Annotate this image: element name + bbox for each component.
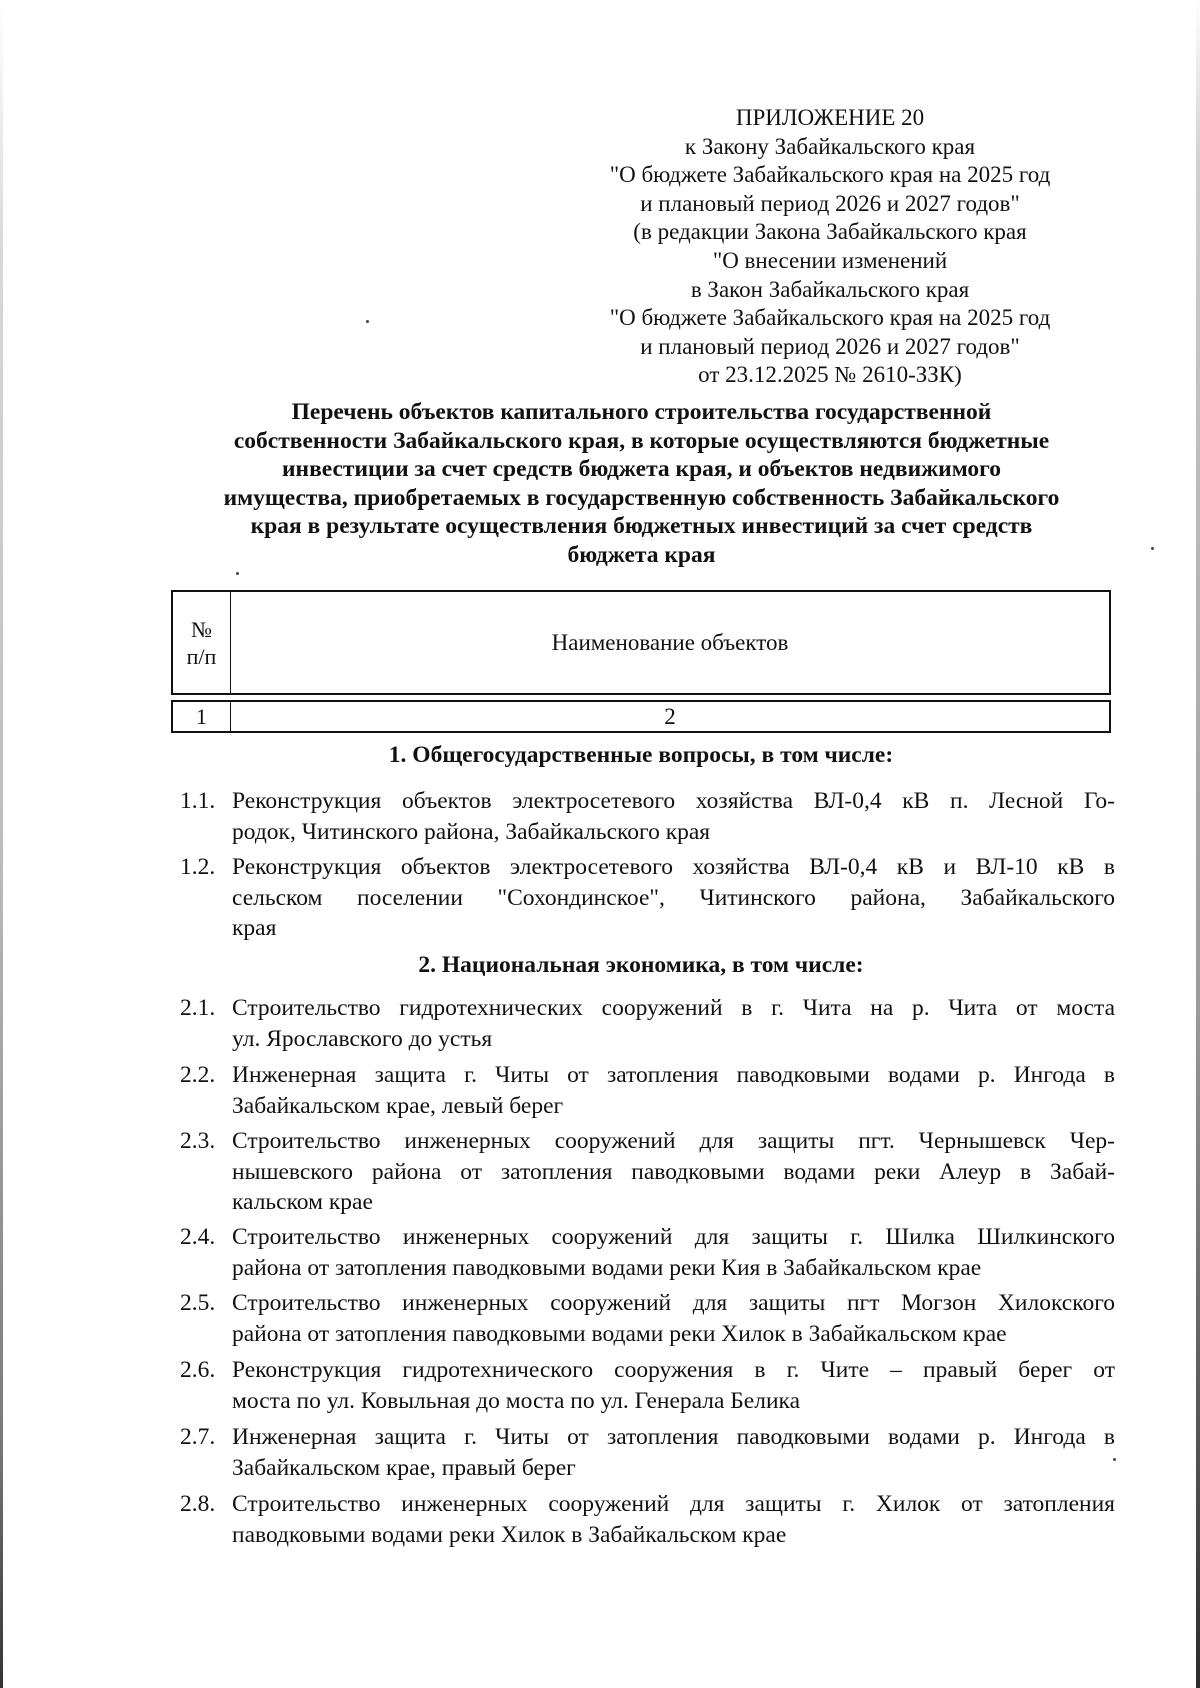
document-title [160, 398, 1123, 570]
scan-speck [1151, 547, 1154, 550]
appendix-line: "О бюджете Забайкальского края на 2025 год [609, 162, 1051, 188]
scan-edge-right [1196, 0, 1200, 1688]
table-column-numbers-row [171, 700, 1111, 733]
item-text-line: кальском крае [232, 1189, 373, 1215]
table-header-row [171, 590, 1111, 695]
item-number: 1.1. [180, 788, 216, 814]
item-number: 2.4. [180, 1224, 216, 1250]
section-title: 2. Национальная экономика, в том числе: [418, 952, 864, 978]
appendix-line: "О бюджете Забайкальского края на 2025 год [609, 305, 1051, 331]
item-text-line: паводковыми водами реки Хилок в Забайкальском крае [232, 1521, 787, 1548]
item-text [232, 1355, 1115, 1416]
number-abbrev: п/п [186, 643, 217, 669]
list-item [180, 1222, 1115, 1283]
scan-edge-left [0, 0, 3, 1688]
number-column-header [173, 592, 231, 693]
objects-table-header [171, 590, 1111, 733]
item-number: 2.7. [180, 1424, 216, 1450]
appendix-line: "О внесении изменений [712, 247, 948, 273]
section-title: 1. Общегосударственные вопросы, в том числе: [388, 742, 894, 768]
item-text [232, 993, 1115, 1054]
item-text [232, 1288, 1115, 1349]
title-line: имущества, приобретаемых в государственную собственность Забайкальского [223, 484, 1060, 511]
item-number: 2.5. [180, 1290, 216, 1316]
item-number: 2.2. [180, 1062, 216, 1088]
item-text-line: района от затопления паводковыми водами реки Хилок в Забайкальском крае [232, 1320, 1007, 1347]
title-line: бюджета края [567, 541, 716, 568]
title-line: Перечень объектов капитального строительства государственной [291, 399, 992, 425]
item-number: 1.2. [180, 854, 216, 880]
appendix-line: ПРИЛОЖЕНИЕ 20 [735, 105, 925, 130]
appendix-line: и плановый период 2026 и 2027 годов" [640, 333, 1020, 359]
item-number: 2.1. [180, 995, 216, 1021]
item-text-line: Строительство инженерных сооружений для защиты г. Хилок от затопления [232, 1491, 1115, 1517]
list-item [180, 1489, 1115, 1550]
item-text [232, 1060, 1115, 1121]
item-text [232, 852, 1115, 944]
item-text-line: Реконструкция объектов электросетевого хозяйства ВЛ-0,4 кВ п. Лесной Го- [232, 788, 1115, 814]
item-text-line: Строительство инженерных сооружений для защиты пгт. Чернышевск Чер- [232, 1128, 1115, 1154]
list-item [180, 1288, 1115, 1349]
item-number: 2.3. [180, 1128, 216, 1154]
item-text-line: Реконструкция объектов электросетевого хозяйства ВЛ-0,4 кВ и ВЛ-10 кВ в [232, 854, 1115, 880]
item-text-line: Строительство гидротехнических сооружений в г. Чита на р. Чита от моста [232, 995, 1115, 1021]
list-item [180, 1355, 1115, 1416]
scan-speck [1113, 1458, 1116, 1461]
scan-speck [366, 320, 369, 323]
list-item [180, 852, 1115, 944]
item-text [232, 1489, 1115, 1550]
list-item [180, 993, 1115, 1054]
item-number: 2.8. [180, 1491, 216, 1517]
name-column-header: Наименование объектов [551, 629, 789, 655]
column-number-2: 2 [664, 703, 676, 729]
appendix-line: к Закону Забайкальского края [684, 133, 976, 159]
appendix-line: и плановый период 2026 и 2027 годов" [640, 190, 1020, 216]
column-number-1: 1 [173, 702, 231, 731]
scan-speck [236, 572, 239, 575]
item-number: 2.6. [180, 1357, 216, 1383]
item-text [232, 1422, 1115, 1483]
appendix-line: в Закон Забайкальского края [690, 276, 970, 302]
item-text-line: края [232, 915, 277, 941]
item-text-line: Забайкальском крае, левый берег [232, 1092, 564, 1119]
item-text-line: моста по ул. Ковыльная до моста по ул. Генерала Белика [232, 1387, 801, 1414]
title-line: собственности Забайкальского края, в которые осуществляются бюджетные [233, 427, 1050, 454]
title-line: края в результате осуществления бюджетных инвестиций за счет средств [250, 513, 1033, 540]
number-sign: № [190, 616, 212, 642]
item-text-line: Забайкальском крае, правый берег [232, 1454, 576, 1481]
item-text-line: ул. Ярославского до устья [232, 1025, 493, 1052]
item-text [232, 786, 1115, 847]
item-text-line: Строительство инженерных сооружений для защиты г. Шилка Шилкинского [232, 1224, 1115, 1250]
list-item [180, 1060, 1115, 1121]
list-item [180, 1422, 1115, 1483]
item-text-line: Реконструкция гидротехнического сооружения в г. Чите – правый берег от [232, 1357, 1115, 1383]
item-text-line: Строительство инженерных сооружений для защиты пгт Могзон Хилокского [232, 1290, 1115, 1316]
item-text [232, 1222, 1115, 1283]
list-item [180, 1126, 1115, 1218]
item-text-line: района от затопления паводковыми водами реки Кия в Забайкальском крае [232, 1254, 982, 1281]
appendix-line: от 23.12.2025 № 2610-ЗЗК) [698, 362, 962, 388]
appendix-line: (в редакции Закона Забайкальского края [633, 219, 1027, 245]
item-text-line: сельском поселении "Сохондинское", Читинского района, Забайкальского [232, 884, 1115, 911]
item-text-line: нышевского района от затопления паводковыми водами реки Алеур в Забай- [232, 1158, 1115, 1185]
list-item [180, 786, 1115, 847]
item-text-line: Инженерная защита г. Читы от затопления паводковыми водами р. Ингода в [232, 1062, 1115, 1088]
item-text-line: Инженерная защита г. Читы от затопления паводковыми водами р. Ингода в [232, 1424, 1115, 1450]
item-text [232, 1126, 1115, 1218]
item-text-line: родок, Читинского района, Забайкальского края [232, 818, 711, 845]
title-line: инвестиции за счет средств бюджета края, и объектов недвижимого [282, 456, 1001, 483]
appendix-header [560, 104, 1100, 390]
